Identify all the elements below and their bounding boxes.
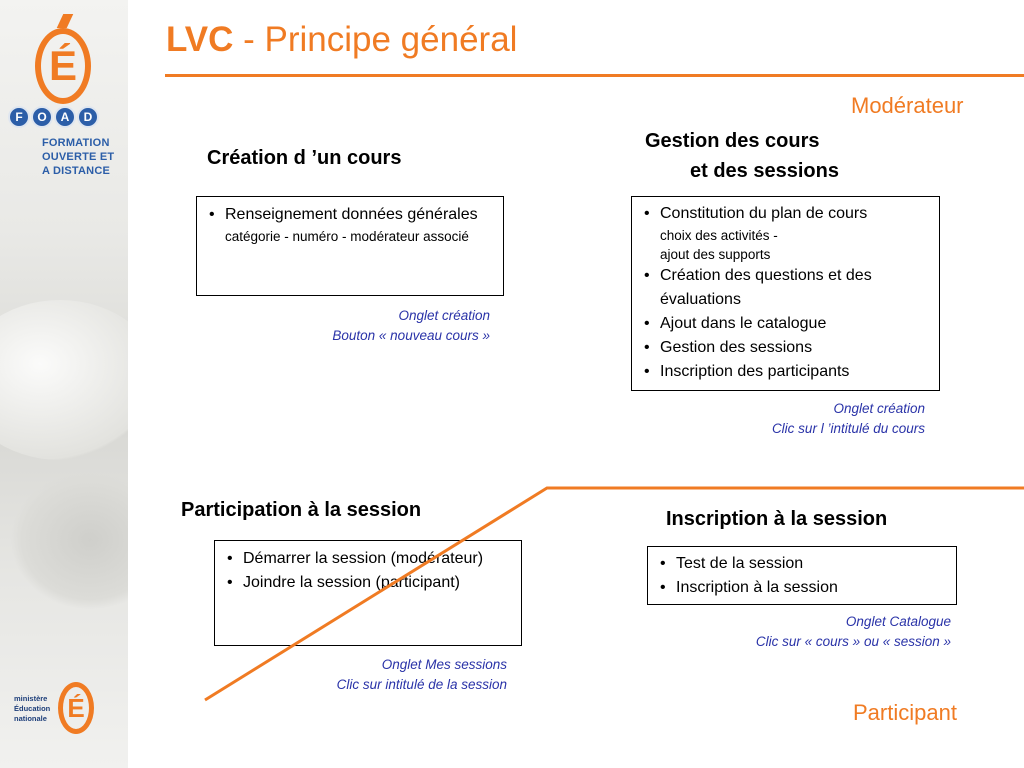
ministry-line: nationale — [14, 714, 47, 723]
title-underline — [165, 74, 1024, 77]
note-line: Clic sur « cours » ou « session » — [755, 634, 951, 649]
note-inscription — [690, 612, 951, 652]
foad-letter: A — [54, 106, 76, 128]
title-text: - Principe général — [233, 20, 518, 59]
decorative-shape — [10, 470, 128, 610]
foad-tagline — [42, 136, 122, 178]
box-gestion — [631, 196, 940, 391]
e-logo-letter: É — [48, 42, 77, 89]
foad-tagline-line: OUVERTE ET — [42, 151, 115, 163]
slide-title — [166, 20, 517, 60]
heading-line: et des sessions — [690, 160, 839, 182]
e-logo-mark — [35, 28, 91, 104]
list-item-subtext: choix des activités - — [660, 228, 778, 243]
list-item-text: Renseignement données générales — [225, 206, 478, 223]
ministry-logo — [14, 676, 110, 746]
note-line: Onglet création — [398, 308, 490, 323]
note-line: Bouton « nouveau cours » — [332, 328, 490, 343]
heading-creation: Création d ’un cours — [207, 147, 402, 169]
title-acronym: LVC — [166, 20, 234, 59]
logo-accent-mark — [57, 14, 74, 28]
note-line: Onglet création — [833, 401, 925, 416]
box-participation — [214, 540, 522, 646]
list-item-subtext: catégorie - numéro - modérateur associé — [225, 229, 469, 244]
ministry-e-mark — [58, 682, 94, 734]
list-item: • Création des questions et des évaluations — [640, 264, 931, 312]
foad-tagline-line: A DISTANCE — [42, 165, 110, 177]
box-creation — [196, 196, 504, 296]
foad-letter: O — [31, 106, 53, 128]
list-item: • Joindre la session (participant) — [223, 571, 513, 595]
heading-participation: Participation à la session — [181, 499, 422, 521]
foad-tagline-line: FORMATION — [42, 137, 110, 149]
list-item: • Inscription des participants — [640, 360, 931, 384]
foad-letter-row — [8, 106, 99, 128]
list-item: • Test de la session — [656, 552, 948, 576]
list-item: • Inscription à la session — [656, 576, 948, 600]
foad-logo — [8, 14, 120, 189]
note-line: Clic sur intitulé de la session — [336, 677, 507, 692]
role-moderator: Modérateur — [851, 93, 964, 118]
heading-line: Gestion des cours — [645, 130, 820, 152]
role-participant: Participant — [853, 700, 957, 725]
list-item — [640, 202, 931, 264]
list-item-text: Constitution du plan de cours — [660, 205, 868, 222]
list-item: • Démarrer la session (modérateur) — [223, 547, 513, 571]
list-item: • Gestion des sessions — [640, 336, 931, 360]
note-creation — [260, 306, 490, 346]
decorative-shape — [0, 300, 128, 460]
ministry-line: Éducation — [14, 704, 51, 713]
list-item: • Ajout dans le catalogue — [640, 312, 931, 336]
note-line: Clic sur l ’intitulé du cours — [771, 421, 925, 436]
note-line: Onglet Catalogue — [845, 614, 951, 629]
note-gestion — [680, 399, 925, 439]
heading-gestion — [645, 126, 839, 186]
foad-letter: D — [77, 106, 99, 128]
list-item-subtext: ajout des supports — [660, 247, 771, 262]
foad-letter: F — [8, 106, 30, 128]
ministry-e-letter: É — [67, 692, 85, 723]
list-item — [205, 203, 495, 247]
heading-inscription: Inscription à la session — [666, 508, 888, 530]
note-participation — [270, 655, 507, 695]
ministry-line: ministère — [14, 694, 48, 703]
box-inscription — [647, 546, 957, 605]
note-line: Onglet Mes sessions — [381, 657, 507, 672]
ministry-text — [14, 694, 50, 724]
